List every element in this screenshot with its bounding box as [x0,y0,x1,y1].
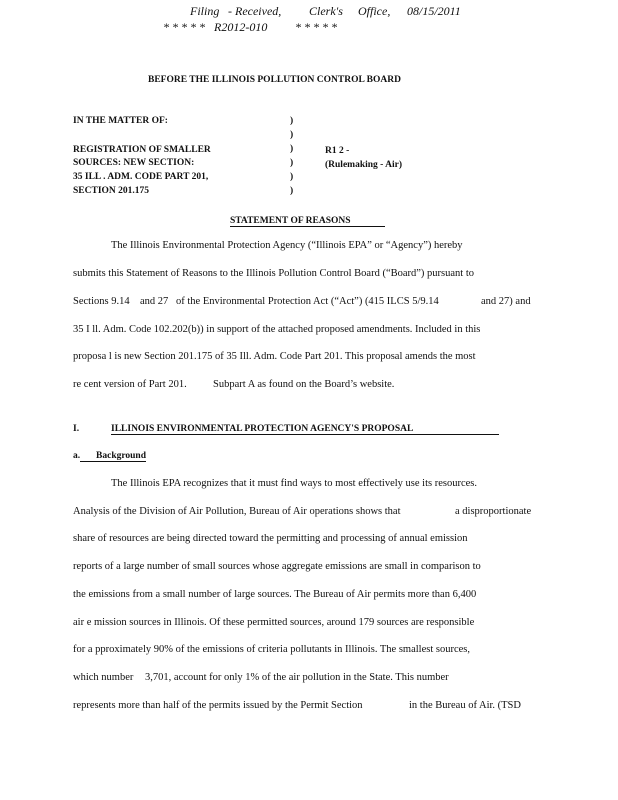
intro-line-segment: and 27 [140,296,169,307]
caption-line: 35 ILL . ADM. CODE PART 201, [73,172,209,182]
intro-line-segment: proposa l is new Section 201.175 of 35 Ill. Adm. Code Part 201. This proposal amends the most [73,351,476,362]
caption-paren: ) [290,144,294,154]
caption-paren: ) [290,130,294,140]
background-line-segment: represents more than half of the permits issued by the Permit Section [73,700,363,711]
stamp-stars-left: * * * * * [163,20,205,34]
background-line-segment: a disproportionate [455,506,532,517]
background-line-segment: 3,701, account for only 1% of the air pollution in the State. This number [145,672,449,683]
section-title: ILLINOIS ENVIRONMENTAL PROTECTION AGENCY'S PROPOSAL [111,424,499,435]
caption-paren: ) [290,158,294,168]
statement-title: STATEMENT OF REASONS [230,216,385,227]
section-number: I. [73,424,80,434]
caption-line: SECTION 201.175 [73,186,150,196]
stamp-clerks: Clerk's [309,4,343,18]
intro-line-segment: Subpart A as found on the Board’s website. [213,379,395,390]
background-line-segment: the emissions from a small number of large sources. The Bureau of Air permits more than 6,400 [73,589,477,600]
docket-type: (Rulemaking - Air) [325,160,403,170]
subsection-title: Background [80,451,146,462]
caption-line: REGISTRATION OF SMALLER [73,145,211,155]
intro-line-segment: of the Environmental Protection Act (“Act”) (415 ILCS 5/9.14 [176,296,439,307]
background-line-segment: share of resources are being directed toward the permitting and processing of annual emission [73,533,468,544]
docket-number: R1 2 - [325,146,350,156]
background-line-segment: for a pproximately 90% of the emissions of criteria pollutants in Illinois. The smallest sources, [73,644,470,655]
subsection-letter: a. [73,451,81,461]
stamp-received: - Received, [228,4,282,18]
background-line-segment: reports of a large number of small sources whose aggregate emissions are small in comparison to [73,561,481,572]
caption-paren: ) [290,186,294,196]
caption-paren: ) [290,172,294,182]
background-line-segment: which number [73,672,134,683]
background-line-segment: air e mission sources in Illinois. Of these permitted sources, around 179 sources are responsible [73,617,475,628]
stamp-filing: Filing [190,4,220,18]
intro-line-segment: The Illinois Environmental Protection Agency (“Illinois EPA” or “Agency”) hereby [111,240,463,251]
stamp-stars-right: * * * * * [295,20,337,34]
stamp-date: 08/15/2011 [407,4,461,18]
caption-line: SOURCES: NEW SECTION: [73,158,195,168]
intro-line-segment: 35 I ll. Adm. Code 102.202(b)) in support of the attached proposed amendments. Included in this [73,324,481,335]
intro-line-segment: re cent version of Part 201. [73,379,187,390]
background-line-segment: in the Bureau of Air. (TSD [409,700,521,711]
background-line-segment: Analysis of the Division of Air Pollution, Bureau of Air operations shows that [73,506,401,517]
intro-line-segment: submits this Statement of Reasons to the Illinois Pollution Control Board (“Board”) pursuant to [73,268,475,279]
intro-line-segment: and 27) and [481,296,531,307]
stamp-docket: R2012-010 [214,20,268,34]
board-heading: BEFORE THE ILLINOIS POLLUTION CONTROL BOARD [148,75,401,85]
caption-paren: ) [290,116,294,126]
caption-line: IN THE MATTER OF: [73,116,168,126]
intro-line-segment: Sections 9.14 [73,296,130,307]
background-line-segment: The Illinois EPA recognizes that it must find ways to most effectively use its resources. [111,478,477,489]
stamp-office: Office, [358,4,391,18]
